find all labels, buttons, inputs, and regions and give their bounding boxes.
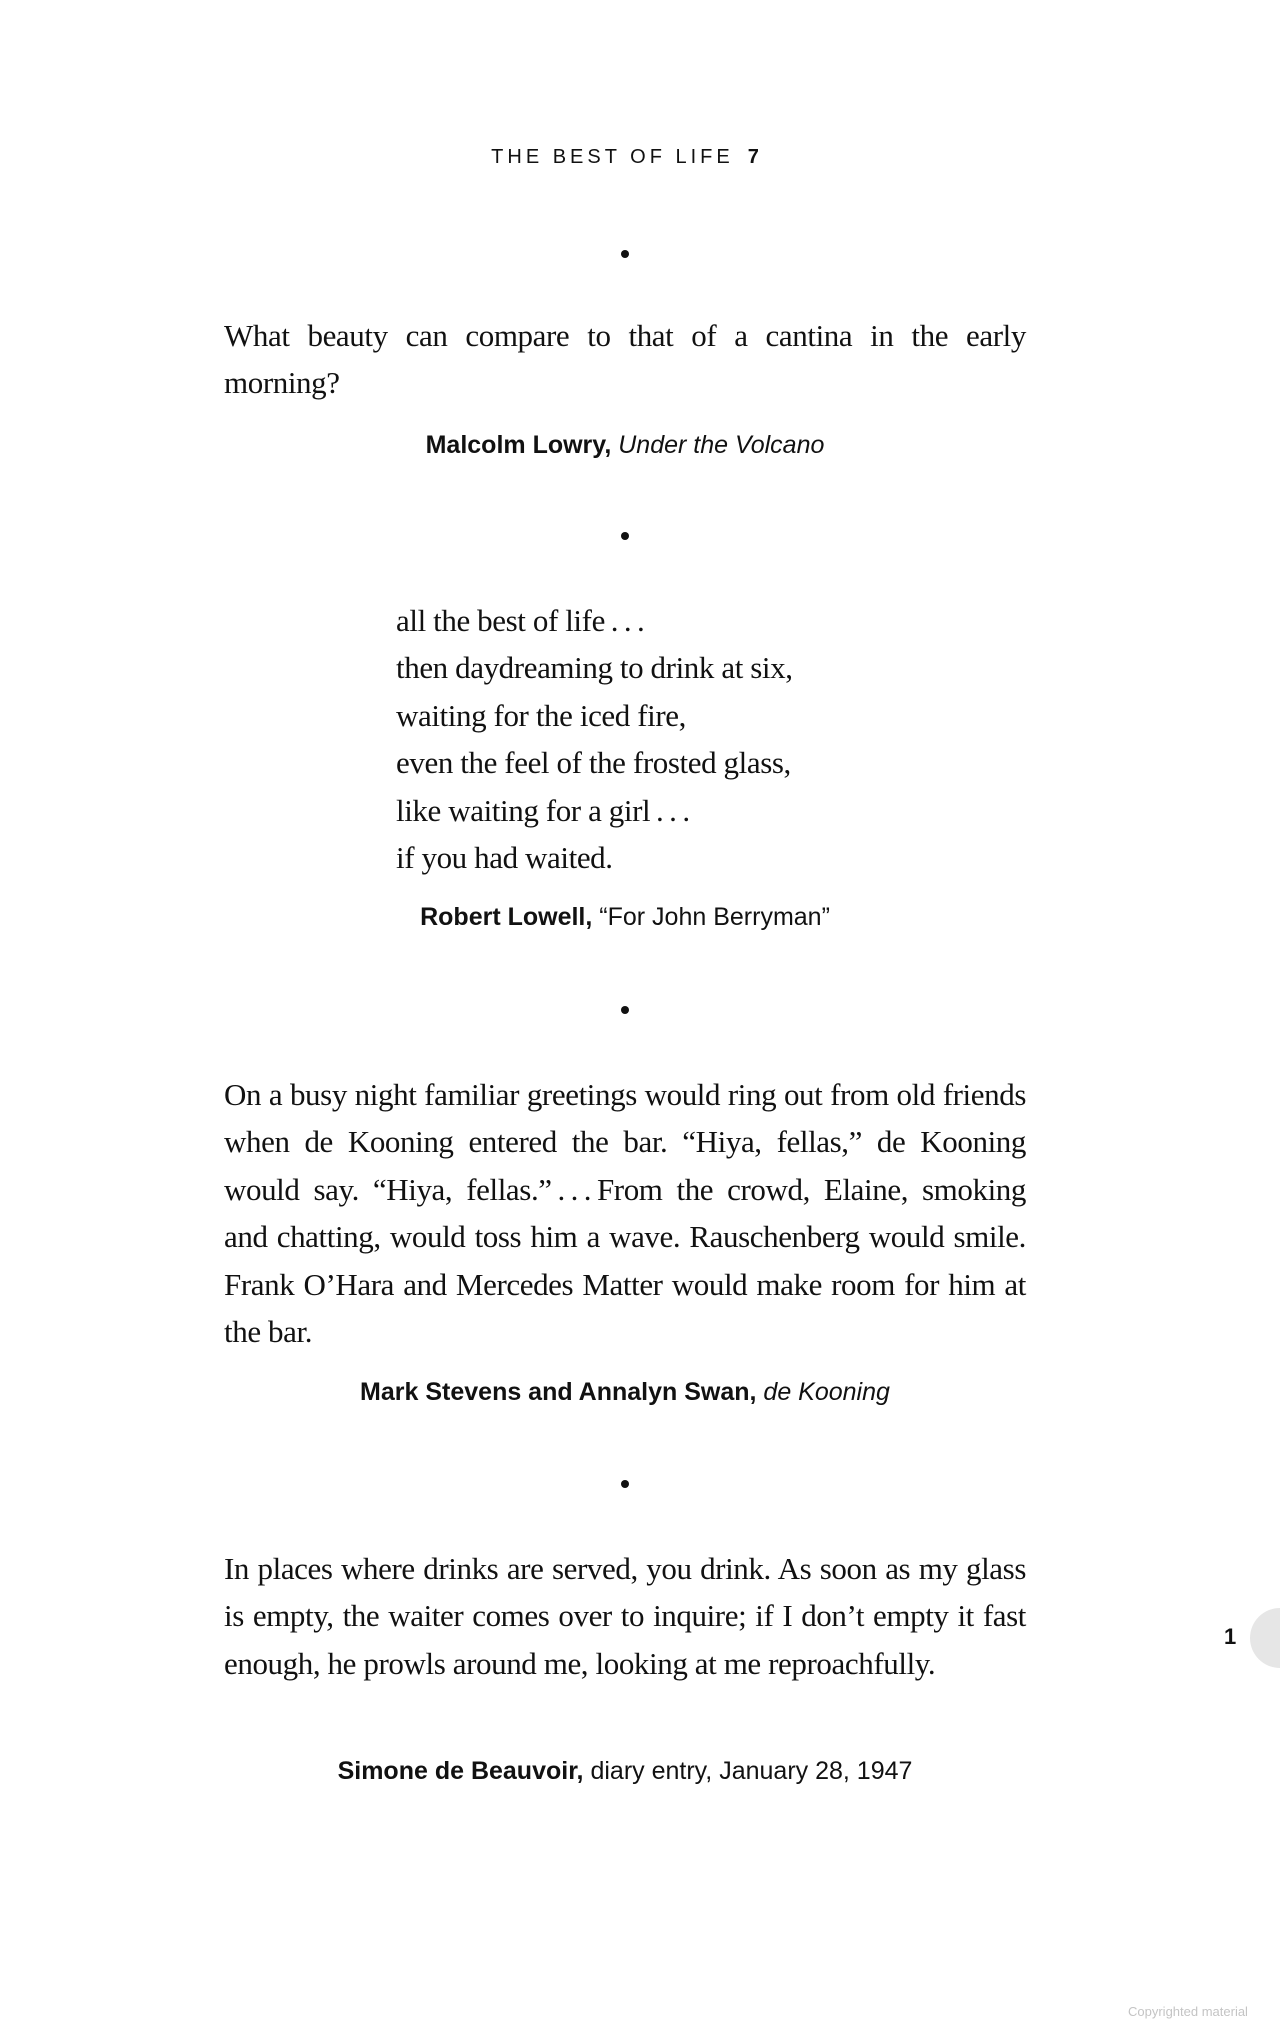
quote-text: What beauty can compare to that of a cantina in the early morning? (224, 318, 1026, 401)
attribution-author: Simone de Beauvoir, (337, 1757, 584, 1785)
quote-attribution (0, 1757, 1250, 1786)
attribution-source: de Kooning (763, 1378, 890, 1406)
running-header (0, 146, 1250, 169)
page-number: 7 (747, 146, 759, 168)
attribution-author: Malcolm Lowry, (425, 431, 612, 459)
quote-attribution (0, 903, 1250, 932)
section-divider-dot (621, 250, 629, 258)
attribution-author: Robert Lowell, (420, 903, 593, 931)
quote-text: On a busy night familiar greetings would ring out from old friends when de Kooning entered the bar. “Hiya, fellas,” de Kooning would say. “Hiya, fellas.” . . . From the crowd, Elaine, smoking and chatting, would toss him a wave. Rauschenberg would smile. Frank O’Hara and Mercedes Matter would make room for him at the bar. (224, 1077, 1026, 1350)
chapter-tab-marker[interactable] (1250, 1608, 1280, 1668)
section-divider-dot (621, 1480, 629, 1488)
attribution-source: diary entry, January 28, 1947 (590, 1757, 913, 1785)
poem-line: if you had waited. (396, 840, 613, 876)
poem-line: even the feel of the frosted glass, (396, 745, 791, 781)
poem-line: all the best of life . . . (396, 603, 645, 638)
running-header-title: THE BEST OF LIFE (491, 146, 734, 168)
attribution-source: “For John Berryman” (599, 903, 830, 931)
copyright-watermark: Copyrighted material (1128, 2004, 1248, 2019)
quote-text: In places where drinks are served, you drink. As soon as my glass is empty, the waiter comes over to inquire; if I don’t empty it fast enough, he prowls around me, looking at me reproachfully. (224, 1551, 1026, 1681)
quote-attribution (0, 431, 1250, 460)
poem-line: like waiting for a girl . . . (396, 792, 690, 828)
attribution-author: Mark Stevens and Annalyn Swan, (360, 1378, 757, 1406)
attribution-source: Under the Volcano (618, 431, 825, 459)
poem-line: waiting for the iced fire, (396, 697, 687, 733)
section-divider-dot (621, 532, 629, 540)
poem-line: then daydreaming to drink at six, (396, 650, 793, 686)
quote-attribution (0, 1378, 1250, 1407)
section-divider-dot (621, 1006, 629, 1014)
poem-quote (396, 597, 793, 881)
chapter-tab-label: 1 (1224, 1624, 1237, 1649)
